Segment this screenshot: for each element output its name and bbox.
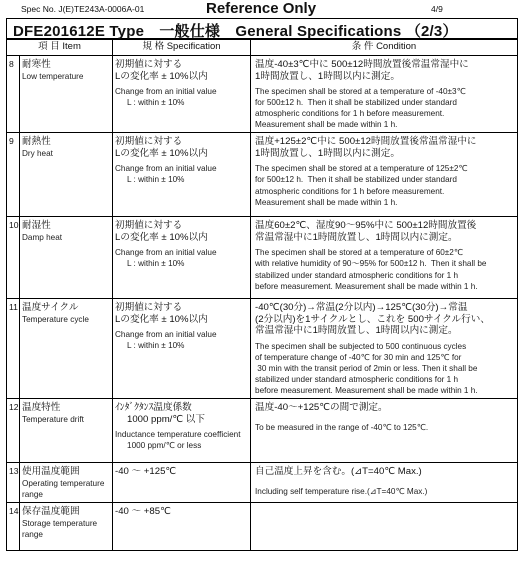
condition-line-jp: 1時間放置し、1時間以内に測定。	[255, 147, 400, 159]
specification-cell	[113, 217, 251, 299]
item-name-jp: 保存温度範囲	[22, 506, 80, 518]
condition-line-en: The specimen shall be stored at a temperature of 60±2℃	[255, 248, 464, 258]
spec-line: Inductance temperature coefficient	[115, 430, 241, 440]
condition-line-jp: 温度+125±2℃中に 500±12時間放置後常温常湿中に	[255, 136, 477, 148]
item-cell	[20, 56, 113, 133]
document-title-bar	[6, 18, 518, 39]
condition-line-en: Measurement shall be made within 1 h.	[255, 197, 398, 207]
item-cell	[20, 503, 113, 551]
spec-number: Spec No. J(E)TE243A-0006A-01	[21, 4, 145, 14]
specification-cell	[113, 299, 251, 399]
condition-line-en: 30 min with the transit period of 2min or less. Then it shall be	[255, 364, 478, 374]
item-name-jp: 耐湿性	[22, 220, 51, 232]
spec-line: -40 ～ +85℃	[115, 506, 171, 518]
row-number: 10	[7, 217, 20, 299]
item-name-jp: 温度サイクル	[22, 302, 79, 314]
item-cell	[20, 133, 113, 217]
item-name-en: Storage temperature range	[22, 518, 98, 539]
table-row	[7, 463, 518, 503]
row-number: 13	[7, 463, 20, 503]
condition-cell	[251, 133, 518, 217]
table-row	[7, 217, 518, 299]
spec-line: Lの変化率 ± 10%以内	[115, 147, 208, 159]
item-name-en: Damp heat	[22, 232, 63, 242]
condition-line-en: with relative humidity of 90～95% for 500±12 h. Then it shall be	[255, 259, 487, 269]
spec-line: Lの変化率 ± 10%以内	[115, 313, 208, 325]
spec-line: L : within ± 10%	[127, 259, 185, 269]
condition-line-en: The specimen shall be stored at a temperature of 125±2℃	[255, 164, 468, 174]
row-number: 12	[7, 399, 20, 463]
row-number: 11	[7, 299, 20, 399]
spec-line: 初期値に対する	[115, 59, 183, 70]
spec-table	[6, 39, 518, 551]
item-cell	[20, 399, 113, 463]
item-name-jp: 耐熱性	[22, 136, 51, 148]
item-name-en: Dry heat	[22, 148, 53, 158]
item-cell	[20, 299, 113, 399]
condition-line-en: The specimen shall be stored at a temperature of -40±3℃	[255, 87, 466, 96]
spec-line: 初期値に対する	[115, 302, 183, 314]
condition-line-en: To be measured in the range of -40℃ to 125℃.	[255, 422, 429, 432]
condition-line-jp: 常温常湿中に1時間放置し、1時間以内に測定。	[255, 325, 458, 337]
specification-cell	[113, 56, 251, 133]
condition-line-jp: (2分以内)を1サイクルとし、これを 500サイクル行い、	[255, 313, 490, 325]
item-cell	[20, 217, 113, 299]
table-row	[7, 56, 518, 133]
specification-cell	[113, 463, 251, 503]
column-header-condition: 条 件 Condition	[251, 40, 518, 56]
condition-cell	[251, 56, 518, 133]
condition-line-jp: 温度-40～+125℃の間で測定。	[255, 402, 388, 414]
row-number: 9	[7, 133, 20, 217]
condition-line-en: for 500±12 h. Then it shall be stabilized under standard	[255, 175, 457, 185]
condition-line-en: Measurement shall be made within 1 h.	[255, 120, 398, 130]
spec-line: 1000 ppm/℃ 以下	[127, 413, 205, 425]
item-name-en: Temperature cycle	[22, 314, 89, 324]
condition-cell	[251, 299, 518, 399]
condition-cell	[251, 503, 518, 551]
specification-cell	[113, 133, 251, 217]
condition-line-en: stabilized under standard atmospheric conditions for 1 h	[255, 375, 459, 385]
table-row	[7, 503, 518, 551]
spec-line: L : within ± 10%	[127, 175, 185, 185]
condition-line-jp: 温度-40±3℃中に 500±12時間放置後常温常湿中に	[255, 59, 469, 70]
spec-line: L : within ± 10%	[127, 341, 185, 351]
table-row	[7, 399, 518, 463]
spec-line: -40 ～ +125℃	[115, 466, 177, 478]
specification-cell	[113, 399, 251, 463]
spec-line: Change from an initial value	[115, 330, 217, 340]
spec-line: 初期値に対する	[115, 136, 183, 148]
item-name-en: Operating temperature range	[22, 478, 105, 499]
condition-line-en: before measurement. Measurement shall be made within 1 h.	[255, 386, 478, 396]
spec-line: Change from an initial value	[115, 87, 217, 96]
condition-line-jp: -40℃(30分)→常温(2分以内)→125℃(30分)→常温	[255, 302, 468, 314]
row-number: 14	[7, 503, 20, 551]
condition-line-en: before measurement. Measurement shall be made within 1 h.	[255, 281, 478, 291]
item-name-jp: 温度特性	[22, 402, 61, 414]
condition-line-en: stabilized under standard atmospheric conditions for 1 h	[255, 270, 459, 280]
table-row	[7, 299, 518, 399]
item-cell	[20, 463, 113, 503]
spec-line: L : within ± 10%	[127, 98, 185, 108]
spec-line: ｲﾝﾀﾞｸﾀﾝｽ温度係数	[115, 402, 192, 414]
condition-line-en: Including self temperature rise.(⊿T=40℃ Max.)	[255, 486, 428, 496]
item-name-en: Low temperature	[22, 71, 84, 81]
document-title: DFE201612E Type 一般仕様 General Specifications （2/3）	[13, 23, 458, 40]
table-row	[7, 133, 518, 217]
condition-line-jp: 自己温度上昇を含む。(⊿T=40℃ Max.)	[255, 466, 422, 478]
spec-line: 初期値に対する	[115, 220, 183, 232]
spec-line: Change from an initial value	[115, 164, 217, 174]
condition-cell	[251, 399, 518, 463]
column-header-item: 項 目 Item	[7, 40, 113, 56]
condition-line-en: The specimen shall be subjected to 500 continuous cycles	[255, 341, 467, 351]
spec-line: Change from an initial value	[115, 248, 217, 258]
table-header-row	[7, 40, 518, 56]
column-header-spec: 規 格 Specification	[113, 40, 251, 56]
condition-cell	[251, 217, 518, 299]
condition-cell	[251, 463, 518, 503]
condition-line-en: atmospheric conditions for 1 h before measurement.	[255, 186, 445, 196]
condition-line-en: for 500±12 h. Then it shall be stabilized under standard	[255, 98, 457, 108]
condition-line-en: atmospheric conditions for 1 h before measurement.	[255, 109, 445, 119]
spec-line: Lの変化率 ± 10%以内	[115, 231, 208, 243]
row-number: 8	[7, 56, 20, 133]
condition-line-jp: 1時間放置し、1時間以内に測定。	[255, 70, 400, 82]
item-name-jp: 使用温度範囲	[22, 466, 80, 478]
condition-line-jp: 温度60±2℃、湿度90～95%中に 500±12時間放置後	[255, 220, 477, 232]
item-name-jp: 耐寒性	[22, 59, 51, 70]
page-header	[0, 0, 526, 18]
reference-only-label: Reference Only	[206, 0, 317, 17]
spec-line: Lの変化率 ± 10%以内	[115, 70, 208, 82]
page-number: 4/9	[431, 4, 443, 14]
item-name-en: Temperature drift	[22, 414, 84, 424]
specification-cell	[113, 503, 251, 551]
spec-line: 1000 ppm/℃ or less	[127, 441, 202, 451]
condition-line-jp: 常温常湿中に1時間放置し、1時間以内に測定。	[255, 231, 458, 243]
condition-line-en: of temperature change of -40℃ for 30 min and 125℃ for	[255, 352, 462, 362]
